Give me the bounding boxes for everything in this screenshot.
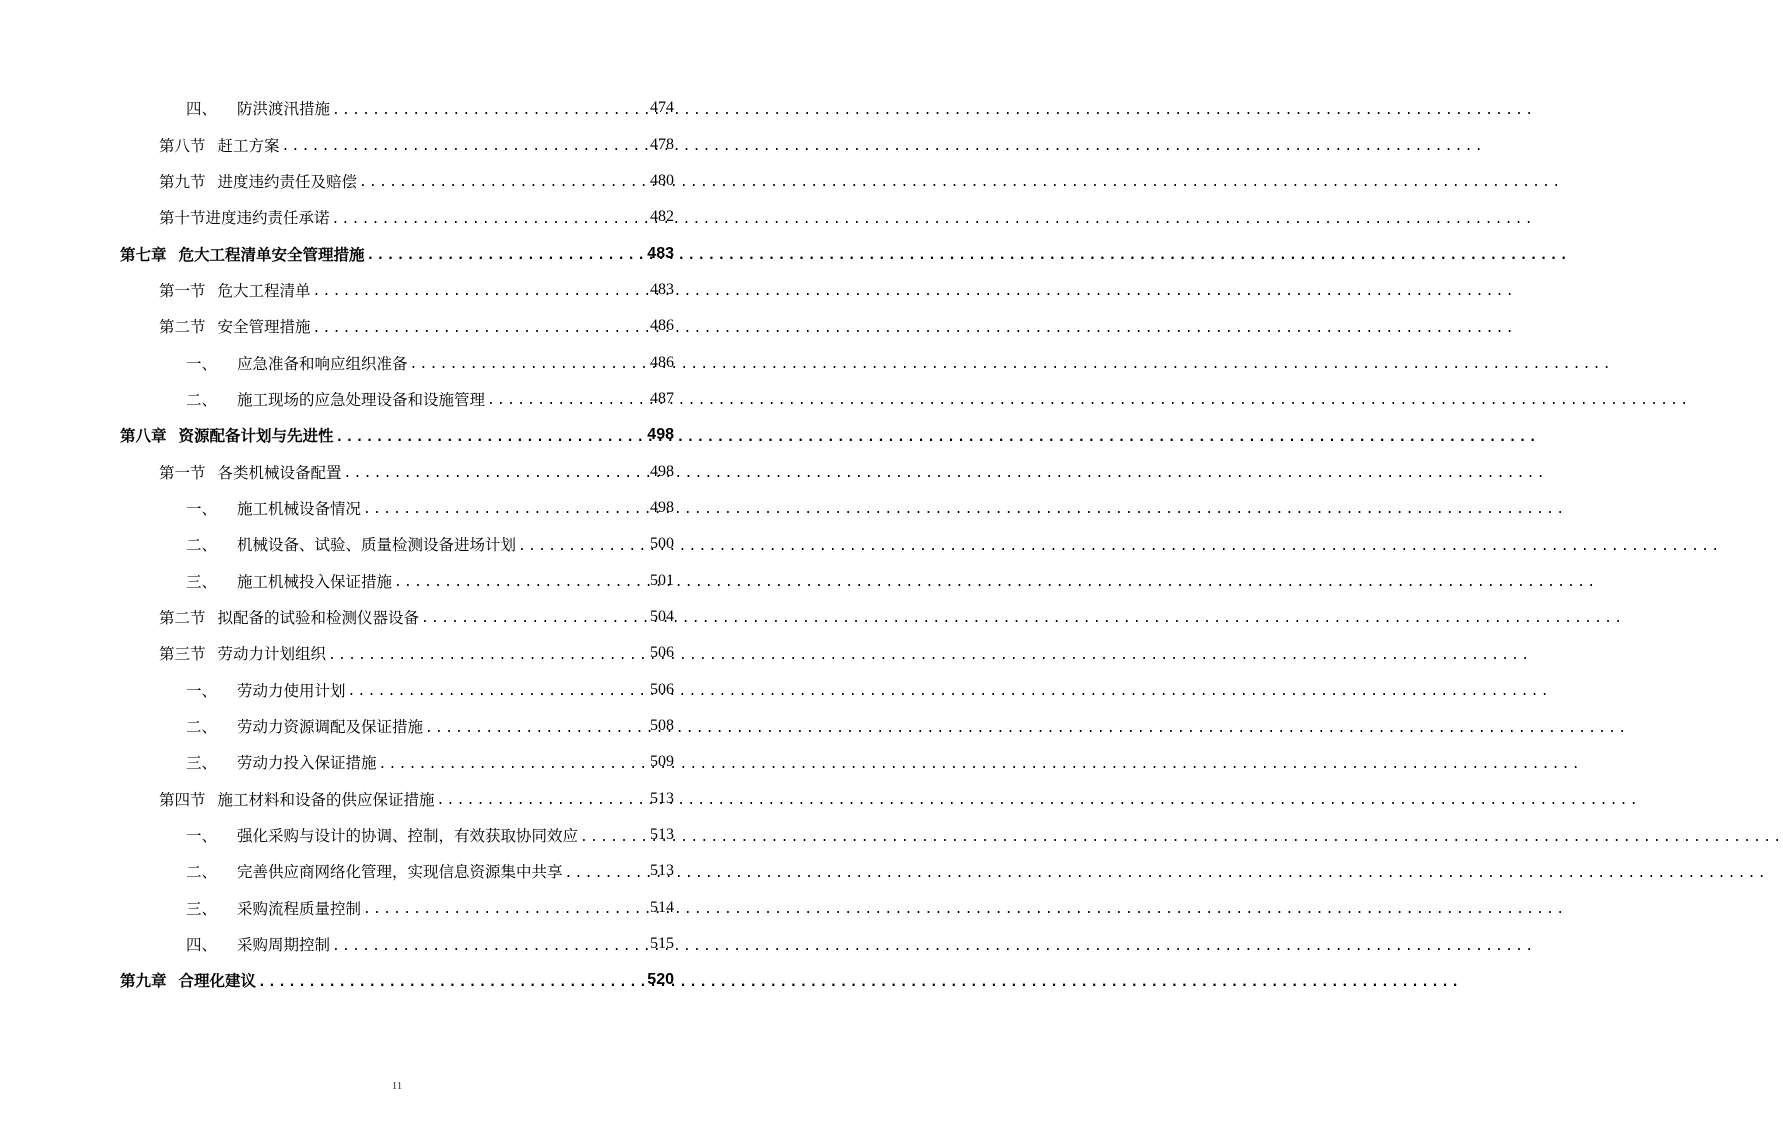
toc-entry-line xyxy=(186,533,674,555)
toc-entry-page: 506 xyxy=(650,644,674,662)
toc-entry-title: 施工机械设备情况 xyxy=(237,499,362,518)
dot-leader xyxy=(328,649,648,662)
toc-entry-line xyxy=(159,642,674,664)
toc-entry[interactable] xyxy=(0,126,794,162)
toc-entry-page: 501 xyxy=(650,571,674,589)
toc-entry-line xyxy=(186,860,674,882)
toc-entry-title: 施工材料和设备的供应保证措施 xyxy=(217,790,435,809)
dot-leader xyxy=(363,903,648,916)
toc-entry-page: 483 xyxy=(650,280,674,298)
toc-entry[interactable] xyxy=(0,962,794,998)
toc-entry-number: 第八节 xyxy=(159,136,206,155)
dot-leader xyxy=(437,794,648,807)
toc-entry-line xyxy=(186,497,674,519)
dot-leader xyxy=(313,285,648,298)
toc-entry-line xyxy=(159,279,674,301)
dot-leader xyxy=(518,540,648,553)
toc-entry-line xyxy=(186,824,674,846)
toc-entry-page: 513 xyxy=(650,862,674,880)
toc-entry-line xyxy=(186,97,674,119)
table-of-contents xyxy=(0,90,794,999)
toc-entry-number: 第八章 xyxy=(120,426,167,446)
toc-entry[interactable] xyxy=(0,853,794,889)
toc-entry-title: 采购周期控制 xyxy=(237,936,331,955)
toc-entry-page: 514 xyxy=(650,898,674,916)
toc-entry[interactable] xyxy=(0,781,794,817)
toc-entry-line xyxy=(159,606,674,628)
toc-entry[interactable] xyxy=(0,672,794,708)
toc-entry[interactable] xyxy=(0,381,794,417)
toc-entry[interactable] xyxy=(0,490,794,526)
toc-entry-title: 完善供应商网络化管理，实现信息资源集中共享 xyxy=(237,863,563,882)
toc-entry-title: 施工机械投入保证措施 xyxy=(237,572,393,591)
toc-entry-page: 478 xyxy=(650,135,674,153)
toc-entry-number: 第四节 xyxy=(159,790,206,809)
dot-leader xyxy=(565,867,648,880)
toc-entry-title: 赶工方案 xyxy=(217,136,280,155)
toc-entry-title: 防洪渡汛措施 xyxy=(237,100,331,119)
toc-entry[interactable] xyxy=(0,344,794,380)
toc-entry-line xyxy=(186,388,674,410)
dot-leader xyxy=(332,104,648,117)
dot-leader xyxy=(410,358,648,371)
toc-entry-page: 515 xyxy=(650,935,674,953)
toc-entry-title: 应急准备和响应组织准备 xyxy=(237,354,408,373)
dot-leader xyxy=(332,213,648,226)
dot-leader xyxy=(336,431,646,444)
toc-entry-page: 506 xyxy=(650,680,674,698)
toc-entry-page: 474 xyxy=(650,99,674,117)
toc-entry-number: 四、 xyxy=(186,100,218,119)
dot-leader xyxy=(332,940,648,953)
dot-leader xyxy=(379,758,648,771)
toc-entry-number: 二、 xyxy=(186,390,218,409)
toc-entry[interactable] xyxy=(0,272,794,308)
toc-entry-page: 486 xyxy=(650,353,674,371)
dot-leader xyxy=(425,722,648,735)
toc-entry-line xyxy=(186,715,674,737)
toc-entry-number: 第九节 xyxy=(159,172,206,191)
toc-entry-page: 486 xyxy=(650,317,674,335)
toc-entry-line xyxy=(120,969,674,991)
toc-entry-page: 483 xyxy=(647,244,674,262)
toc-entry-title: 进度违约责任及赔偿 xyxy=(217,172,358,191)
toc-entry[interactable] xyxy=(0,90,794,126)
toc-entry-line xyxy=(159,134,674,156)
toc-entry-number: 第二节 xyxy=(159,318,206,337)
toc-entry-line xyxy=(120,243,674,265)
dot-leader xyxy=(344,467,648,480)
toc-entry-number: 一、 xyxy=(186,499,218,518)
toc-entry[interactable] xyxy=(0,817,794,853)
dot-leader xyxy=(258,976,645,989)
toc-entry-title: 各类机械设备配置 xyxy=(217,463,342,482)
toc-entry-number: 三、 xyxy=(186,899,218,918)
toc-entry-title: 劳动力使用计划 xyxy=(237,681,346,700)
toc-entry-line xyxy=(186,897,674,919)
toc-entry[interactable] xyxy=(0,635,794,671)
toc-entry-number: 一、 xyxy=(186,827,218,846)
dot-leader xyxy=(359,176,648,189)
toc-entry-line xyxy=(120,424,674,446)
toc-entry-number: 一、 xyxy=(186,354,218,373)
toc-entry[interactable] xyxy=(0,708,794,744)
toc-entry-page: 480 xyxy=(650,171,674,189)
toc-entry-line xyxy=(159,788,674,810)
toc-entry-number: 第二节 xyxy=(159,608,206,627)
toc-entry-number: 一、 xyxy=(186,681,218,700)
toc-entry-line xyxy=(159,315,674,337)
dot-leader xyxy=(421,612,648,625)
toc-entry-title: 劳动力计划组织 xyxy=(217,645,327,664)
toc-entry-page: 487 xyxy=(650,389,674,407)
toc-entry-number: 第九章 xyxy=(120,971,167,991)
dot-leader xyxy=(313,322,648,335)
toc-entry-page: 482 xyxy=(650,208,674,226)
toc-entry-page: 513 xyxy=(650,826,674,844)
toc-entry[interactable] xyxy=(0,526,794,562)
toc-entry-title: 第十节进度违约责任承诺 xyxy=(159,209,330,228)
toc-entry-title: 机械设备、试验、质量检测设备进场计划 xyxy=(237,536,517,555)
toc-entry[interactable] xyxy=(0,417,794,453)
toc-entry[interactable] xyxy=(0,890,794,926)
toc-entry-title: 合理化建议 xyxy=(178,971,257,991)
toc-entry-number: 第七章 xyxy=(120,244,167,264)
toc-entry-title: 安全管理措施 xyxy=(217,318,311,337)
toc-entry-title: 施工现场的应急处理设备和设施管理 xyxy=(237,390,486,409)
toc-entry-number: 三、 xyxy=(186,754,218,773)
toc-entry-line xyxy=(186,679,674,701)
toc-entry-line xyxy=(186,933,674,955)
page-number: 11 xyxy=(391,1080,403,1092)
toc-entry[interactable] xyxy=(0,199,794,235)
toc-entry-title: 拟配备的试验和检测仪器设备 xyxy=(217,608,420,627)
toc-entry-number: 第三节 xyxy=(159,645,206,664)
toc-entry[interactable] xyxy=(0,453,794,489)
toc-entry-page: 508 xyxy=(650,717,674,735)
toc-entry-number: 二、 xyxy=(186,863,218,882)
toc-entry[interactable] xyxy=(0,926,794,962)
toc-entry-title: 强化采购与设计的协调、控制，有效获取协同效应 xyxy=(237,827,579,846)
dot-leader xyxy=(394,576,648,589)
dot-leader xyxy=(282,140,648,153)
dot-leader xyxy=(580,831,648,844)
toc-entry-page: 498 xyxy=(650,462,674,480)
toc-entry[interactable] xyxy=(0,562,794,598)
toc-entry-title: 采购流程质量控制 xyxy=(237,899,362,918)
toc-entry-line xyxy=(186,570,674,592)
toc-entry-page: 509 xyxy=(650,753,674,771)
toc-entry-line xyxy=(159,170,674,192)
toc-entry-page: 520 xyxy=(647,971,674,989)
toc-entry-page: 504 xyxy=(650,607,674,625)
toc-entry-page: 500 xyxy=(650,535,674,553)
toc-entry-number: 第一节 xyxy=(159,463,206,482)
toc-entry-line xyxy=(186,352,674,374)
dot-leader xyxy=(487,394,648,407)
toc-entry-number: 二、 xyxy=(186,718,218,737)
toc-entry-number: 三、 xyxy=(186,572,218,591)
toc-entry-number: 二、 xyxy=(186,536,218,555)
toc-entry-title: 危大工程清单 xyxy=(217,281,311,300)
toc-entry[interactable] xyxy=(0,235,794,271)
toc-entry-line xyxy=(159,206,674,228)
dot-leader xyxy=(367,249,646,262)
toc-entry-title: 资源配备计划与先进性 xyxy=(178,426,334,446)
toc-entry[interactable] xyxy=(0,744,794,780)
toc-entry[interactable] xyxy=(0,163,794,199)
toc-entry-page: 498 xyxy=(647,426,674,444)
toc-entry-title: 劳动力资源调配及保证措施 xyxy=(237,718,424,737)
dot-leader xyxy=(348,685,648,698)
toc-entry-page: 498 xyxy=(650,498,674,516)
toc-entry-page: 513 xyxy=(650,789,674,807)
toc-entry[interactable] xyxy=(0,599,794,635)
toc-entry[interactable] xyxy=(0,308,794,344)
toc-entry-title: 危大工程清单安全管理措施 xyxy=(178,244,365,264)
dot-leader xyxy=(363,503,648,516)
toc-entry-line xyxy=(186,751,674,773)
toc-entry-number: 四、 xyxy=(186,936,218,955)
toc-entry-title: 劳动力投入保证措施 xyxy=(237,754,377,773)
toc-entry-number: 第一节 xyxy=(159,281,206,300)
toc-entry-line xyxy=(159,461,674,483)
